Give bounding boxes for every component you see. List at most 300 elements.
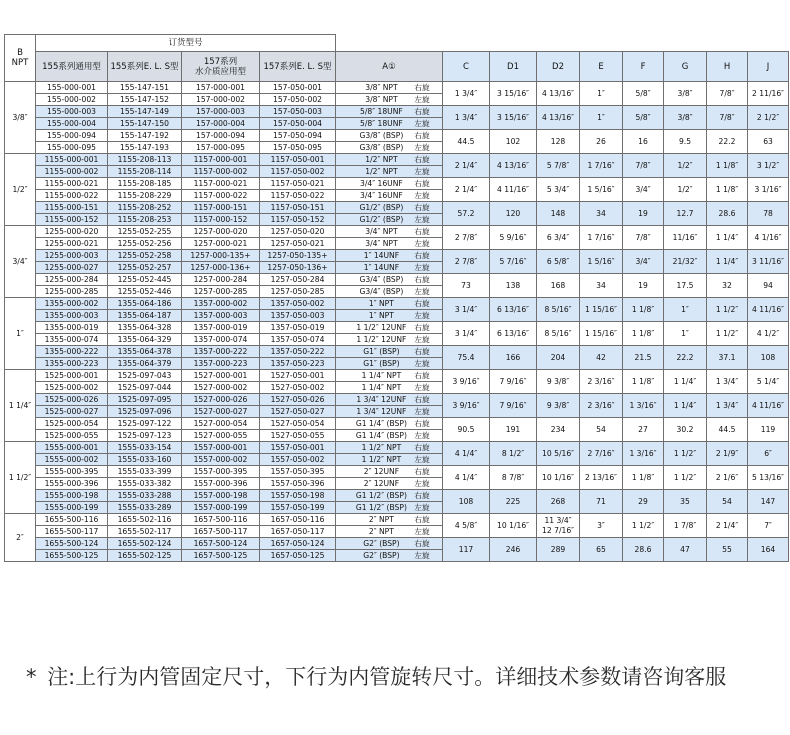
model-157-water: 1357-000-223 <box>182 358 260 370</box>
spec-table-container <box>4 34 788 562</box>
dimension-value: 1 7/16″ <box>580 154 623 178</box>
thread-spec <box>336 298 443 310</box>
table-row <box>5 346 789 358</box>
dimension-value: 3 1/16″ <box>748 178 789 202</box>
dimension-value: 1 5/16″ <box>580 178 623 202</box>
dimension-value: 28.6 <box>623 538 664 562</box>
model-155-general: 1155-000-022 <box>36 190 108 202</box>
thread-direction: 右旋 <box>414 251 430 260</box>
model-155-general: 155-000-002 <box>36 94 108 106</box>
dimension-value: 2 1/2″ <box>748 106 789 130</box>
thread-direction: 左旋 <box>414 383 430 392</box>
thread-direction: 左旋 <box>414 527 430 536</box>
thread-size: 3/4″ NPT <box>365 239 398 248</box>
dimension-value: 9.5 <box>664 130 707 154</box>
dimension-value: 4 5/8″ <box>443 514 490 538</box>
thread-size: 3/4″ NPT <box>365 227 398 236</box>
model-157-els: 1157-050-022 <box>260 190 336 202</box>
thread-spec <box>336 166 443 178</box>
thread-size: 1 1/4″ NPT <box>361 371 402 380</box>
dimension-value: 289 <box>537 538 580 562</box>
dimension-value: 9 3/8″ <box>537 370 580 394</box>
model-155-els: 1255-052-257 <box>108 262 182 274</box>
model-157-water: 1357-000-222 <box>182 346 260 358</box>
model-157-water: 157-000-095 <box>182 142 260 154</box>
model-155-els: 1355-064-379 <box>108 358 182 370</box>
dimension-value: 148 <box>537 202 580 226</box>
dimension-value: 168 <box>537 274 580 298</box>
dimension-value: 5 7/16″ <box>490 250 537 274</box>
header-dim-g: G <box>664 52 707 82</box>
model-157-water: 1527-000-054 <box>182 418 260 430</box>
dimension-value: 191 <box>490 418 537 442</box>
model-157-water: 1157-000-001 <box>182 154 260 166</box>
model-155-els: 1255-052-258 <box>108 250 182 262</box>
model-157-els: 1357-050-222 <box>260 346 336 358</box>
thread-direction: 右旋 <box>414 443 430 452</box>
model-155-els: 1655-502-117 <box>108 526 182 538</box>
dimension-value: 12.7 <box>664 202 707 226</box>
model-155-els: 1355-064-186 <box>108 298 182 310</box>
thread-direction: 右旋 <box>414 395 430 404</box>
dimension-value: 1 15/16″ <box>580 322 623 346</box>
thread-spec <box>336 490 443 502</box>
dimension-value: 8 7/8″ <box>490 466 537 490</box>
model-155-general: 1525-000-001 <box>36 370 108 382</box>
table-row <box>5 538 789 550</box>
thread-spec <box>336 382 443 394</box>
thread-spec <box>336 190 443 202</box>
thread-size: 3/4″ 16UNF <box>360 191 403 200</box>
model-155-general: 1525-000-027 <box>36 406 108 418</box>
dimension-value: 35 <box>664 490 707 514</box>
model-155-els: 1655-502-116 <box>108 514 182 526</box>
model-157-els: 1357-050-002 <box>260 298 336 310</box>
model-157-els: 1357-050-019 <box>260 322 336 334</box>
model-155-general: 1555-000-002 <box>36 454 108 466</box>
model-155-general: 1355-000-074 <box>36 334 108 346</box>
dimension-value: 8 1/2″ <box>490 442 537 466</box>
model-157-water: 1257-000-285 <box>182 286 260 298</box>
thread-size: G2″ (BSP) <box>363 539 400 548</box>
dimension-value: 2 3/16″ <box>580 370 623 394</box>
model-155-els: 1655-502-124 <box>108 538 182 550</box>
model-157-els: 1527-050-055 <box>260 430 336 442</box>
model-157-water: 1257-000-020 <box>182 226 260 238</box>
model-157-els: 1557-050-002 <box>260 454 336 466</box>
model-155-general: 155-000-095 <box>36 142 108 154</box>
thread-size: G3/4″ (BSP) <box>359 287 404 296</box>
model-157-water: 1527-000-027 <box>182 406 260 418</box>
npt-size: 3/8″ <box>5 82 36 154</box>
dimension-value: 5 3/4″ <box>537 178 580 202</box>
thread-size: 1″ NPT <box>368 299 394 308</box>
model-155-general: 1255-000-284 <box>36 274 108 286</box>
model-155-general: 1555-000-001 <box>36 442 108 454</box>
spec-table-body <box>5 82 789 562</box>
model-155-general: 1655-500-116 <box>36 514 108 526</box>
dimension-value: 108 <box>443 490 490 514</box>
model-157-water: 1657-500-125 <box>182 550 260 562</box>
dimension-value: 1 1/4″ <box>664 394 707 418</box>
thread-direction: 左旋 <box>414 239 430 248</box>
dimension-value: 47 <box>664 538 707 562</box>
dimension-value: 1 1/2″ <box>707 322 748 346</box>
model-157-water: 1157-000-002 <box>182 166 260 178</box>
model-157-els: 1557-050-396 <box>260 478 336 490</box>
dimension-value: 2 1/6″ <box>707 466 748 490</box>
model-157-water: 157-000-001 <box>182 82 260 94</box>
thread-direction: 右旋 <box>414 419 430 428</box>
thread-direction: 右旋 <box>414 539 430 548</box>
dimension-value: 4 11/16″ <box>748 298 789 322</box>
npt-size: 1/2″ <box>5 154 36 226</box>
dimension-value: 147 <box>748 490 789 514</box>
dimension-value: 3 1/4″ <box>443 298 490 322</box>
dimension-value: 3″ <box>580 514 623 538</box>
table-row <box>5 466 789 478</box>
dimension-value: 120 <box>490 202 537 226</box>
dimension-value: 5/8″ <box>623 82 664 106</box>
header-a: A① <box>336 52 443 82</box>
thread-spec <box>336 514 443 526</box>
thread-spec <box>336 406 443 418</box>
model-157-els: 1657-050-116 <box>260 514 336 526</box>
dimension-value: 2 7/8″ <box>443 250 490 274</box>
dimension-value: 1 1/8″ <box>707 178 748 202</box>
dimension-value: 11/16″ <box>664 226 707 250</box>
header-155-els: 155系列E. L. S型 <box>108 52 182 82</box>
model-155-els: 1525-097-095 <box>108 394 182 406</box>
model-157-water: 1557-000-001 <box>182 442 260 454</box>
model-157-water: 157-000-002 <box>182 94 260 106</box>
header-dim-f: F <box>623 52 664 82</box>
model-157-els: 1557-050-198 <box>260 490 336 502</box>
dimension-value: 55 <box>707 538 748 562</box>
dimension-value: 1 7/8″ <box>664 514 707 538</box>
table-row <box>5 154 789 166</box>
thread-size: 5/8″ 18UNF <box>360 119 403 128</box>
model-157-water: 1357-000-074 <box>182 334 260 346</box>
model-155-els: 1355-064-328 <box>108 322 182 334</box>
header-dim-c: C <box>443 52 490 82</box>
model-157-els: 1257-050-136+ <box>260 262 336 274</box>
dimension-value: 4 1/4″ <box>443 442 490 466</box>
dimension-value: 6 13/16″ <box>490 322 537 346</box>
dimension-value: 3/4″ <box>623 178 664 202</box>
model-157-water: 1527-000-002 <box>182 382 260 394</box>
model-155-general: 1655-500-125 <box>36 550 108 562</box>
model-157-water: 1257-000-021 <box>182 238 260 250</box>
thread-size: 5/8″ 18UNF <box>360 107 403 116</box>
thread-size: 3/8″ NPT <box>365 95 398 104</box>
model-157-els: 1527-050-001 <box>260 370 336 382</box>
table-row <box>5 106 789 118</box>
model-157-els: 1657-050-124 <box>260 538 336 550</box>
thread-size: 3/8″ NPT <box>365 83 398 92</box>
model-157-water: 1257-000-135+ <box>182 250 260 262</box>
thread-size: G3/8″ (BSP) <box>359 131 404 140</box>
thread-direction: 左旋 <box>414 479 430 488</box>
thread-direction: 右旋 <box>414 323 430 332</box>
model-155-els: 1655-502-125 <box>108 550 182 562</box>
thread-size: 2″ 12UNF <box>363 479 400 488</box>
dimension-value: 7 9/16″ <box>490 370 537 394</box>
model-157-water: 1257-000-284 <box>182 274 260 286</box>
thread-direction: 左旋 <box>414 119 430 128</box>
model-155-els: 1155-208-114 <box>108 166 182 178</box>
header-dim-e: E <box>580 52 623 82</box>
dimension-value: 63 <box>748 130 789 154</box>
thread-spec <box>336 418 443 430</box>
dimension-value: 4 13/16″ <box>537 82 580 106</box>
dimension-value: 1″ <box>664 322 707 346</box>
model-157-water: 1657-500-117 <box>182 526 260 538</box>
thread-direction: 左旋 <box>414 503 430 512</box>
model-155-general: 1255-000-020 <box>36 226 108 238</box>
dimension-value: 75.4 <box>443 346 490 370</box>
dimension-value: 117 <box>443 538 490 562</box>
thread-size: 1 3/4″ 12UNF <box>356 395 407 404</box>
model-155-general: 1255-000-003 <box>36 250 108 262</box>
dimension-value: 4 11/16″ <box>748 394 789 418</box>
dimension-value: 10 1/16″ <box>490 514 537 538</box>
dimension-value: 10 1/16″ <box>537 466 580 490</box>
model-157-els: 157-050-001 <box>260 82 336 94</box>
dimension-value: 65 <box>580 538 623 562</box>
thread-size: 2″ NPT <box>368 527 394 536</box>
model-155-general: 155-000-094 <box>36 130 108 142</box>
table-row <box>5 418 789 430</box>
thread-size: G1″ (BSP) <box>363 347 400 356</box>
table-row <box>5 298 789 310</box>
dimension-value: 2 1/4″ <box>707 514 748 538</box>
npt-size: 3/4″ <box>5 226 36 298</box>
model-157-els: 1357-050-003 <box>260 310 336 322</box>
thread-spec <box>336 502 443 514</box>
dimension-value: 204 <box>537 346 580 370</box>
header-157-water: 157系列 水介质应用型 <box>182 52 260 82</box>
thread-spec <box>336 394 443 406</box>
thread-direction: 右旋 <box>414 227 430 236</box>
table-row <box>5 250 789 262</box>
thread-direction: 右旋 <box>414 83 430 92</box>
model-155-els: 155-147-150 <box>108 118 182 130</box>
model-155-els: 1555-033-160 <box>108 454 182 466</box>
model-157-els: 157-050-002 <box>260 94 336 106</box>
thread-size: G1 1/2″ (BSP) <box>355 491 407 500</box>
dimension-value: 5/8″ <box>623 106 664 130</box>
dimension-value: 5 9/16″ <box>490 226 537 250</box>
dimension-value: 225 <box>490 490 537 514</box>
table-row <box>5 178 789 190</box>
dimension-value: 1/2″ <box>664 178 707 202</box>
model-155-general: 155-000-001 <box>36 82 108 94</box>
dimension-value: 1 1/8″ <box>623 466 664 490</box>
dimension-value: 7/8″ <box>623 226 664 250</box>
model-155-general: 1525-000-026 <box>36 394 108 406</box>
thread-direction: 右旋 <box>414 467 430 476</box>
dimension-value: 6 5/8″ <box>537 250 580 274</box>
dimension-value: 166 <box>490 346 537 370</box>
table-row <box>5 202 789 214</box>
header-157-els: 157系列E. L. S型 <box>260 52 336 82</box>
dimension-value: 2 1/9″ <box>707 442 748 466</box>
thread-size: 1 1/2″ 12UNF <box>356 335 407 344</box>
model-157-water: 1657-500-116 <box>182 514 260 526</box>
model-157-els: 1527-050-054 <box>260 418 336 430</box>
thread-size: 1/2″ NPT <box>365 155 398 164</box>
dimension-value: 30.2 <box>664 418 707 442</box>
model-157-water: 1557-000-199 <box>182 502 260 514</box>
thread-spec <box>336 358 443 370</box>
dimension-value: 3/8″ <box>664 82 707 106</box>
model-155-general: 1655-500-117 <box>36 526 108 538</box>
npt-size: 1″ <box>5 298 36 370</box>
thread-spec <box>336 526 443 538</box>
dimension-value: 1″ <box>580 106 623 130</box>
model-157-els: 1157-050-001 <box>260 154 336 166</box>
model-157-els: 1157-050-151 <box>260 202 336 214</box>
model-155-els: 1525-097-122 <box>108 418 182 430</box>
dimension-value: 4 13/16″ <box>537 106 580 130</box>
dimension-value: 3 9/16″ <box>443 394 490 418</box>
dimension-value: 1 5/16″ <box>580 250 623 274</box>
dimension-value: 7″ <box>748 514 789 538</box>
header-dim-h: H <box>707 52 748 82</box>
dimension-value: 44.5 <box>443 130 490 154</box>
thread-size: G1/2″ (BSP) <box>359 215 404 224</box>
thread-spec <box>336 106 443 118</box>
dimension-value: 1″ <box>580 82 623 106</box>
thread-spec <box>336 478 443 490</box>
dimension-value: 94 <box>748 274 789 298</box>
model-157-els: 1157-050-021 <box>260 178 336 190</box>
dimension-value: 4 11/16″ <box>490 178 537 202</box>
model-157-els: 1527-050-002 <box>260 382 336 394</box>
footnote-text: 注:上行为内管固定尺寸，下行为内管旋转尺寸。详细技术参数请咨询客服 <box>47 665 727 689</box>
model-155-els: 1155-208-113 <box>108 154 182 166</box>
thread-spec <box>336 370 443 382</box>
model-155-els: 1255-052-255 <box>108 226 182 238</box>
model-155-general: 1155-000-151 <box>36 202 108 214</box>
model-155-general: 1555-000-198 <box>36 490 108 502</box>
dimension-value: 128 <box>537 130 580 154</box>
model-157-els: 1257-050-135+ <box>260 250 336 262</box>
model-155-els: 155-147-193 <box>108 142 182 154</box>
dimension-value: 1 3/16″ <box>623 442 664 466</box>
thread-direction: 右旋 <box>414 299 430 308</box>
dimension-value: 3 15/16″ <box>490 82 537 106</box>
model-157-els: 1257-050-285 <box>260 286 336 298</box>
thread-direction: 右旋 <box>414 347 430 356</box>
thread-spec <box>336 130 443 142</box>
model-157-water: 1557-000-396 <box>182 478 260 490</box>
model-155-general: 1555-000-199 <box>36 502 108 514</box>
model-157-els: 157-050-004 <box>260 118 336 130</box>
header-order-model: 订货型号 <box>36 35 336 52</box>
thread-direction: 左旋 <box>414 143 430 152</box>
dimension-value: 7/8″ <box>623 154 664 178</box>
dimension-value: 3 1/4″ <box>443 322 490 346</box>
model-155-general: 1255-000-021 <box>36 238 108 250</box>
model-155-general: 1155-000-021 <box>36 178 108 190</box>
model-155-els: 1255-052-446 <box>108 286 182 298</box>
dimension-value: 2 1/4″ <box>443 178 490 202</box>
dimension-value: 9 3/8″ <box>537 394 580 418</box>
model-157-els: 1657-050-125 <box>260 550 336 562</box>
thread-spec <box>336 226 443 238</box>
dimension-value: 4 1/4″ <box>443 466 490 490</box>
thread-spec <box>336 346 443 358</box>
model-157-els: 1557-050-001 <box>260 442 336 454</box>
model-157-els: 157-050-094 <box>260 130 336 142</box>
thread-direction: 左旋 <box>414 407 430 416</box>
model-155-general: 1355-000-019 <box>36 322 108 334</box>
thread-direction: 左旋 <box>414 215 430 224</box>
dimension-value: 71 <box>580 490 623 514</box>
dimension-value: 78 <box>748 202 789 226</box>
dimension-value: 2 7/16″ <box>580 442 623 466</box>
table-row <box>5 514 789 526</box>
dimension-value: 34 <box>580 202 623 226</box>
thread-spec <box>336 214 443 226</box>
thread-spec <box>336 274 443 286</box>
model-157-water: 1157-000-151 <box>182 202 260 214</box>
thread-direction: 右旋 <box>414 203 430 212</box>
model-157-water: 1557-000-002 <box>182 454 260 466</box>
thread-size: 1 1/2″ NPT <box>361 455 402 464</box>
dimension-value: 1 1/2″ <box>664 442 707 466</box>
dimension-value: 37.1 <box>707 346 748 370</box>
dimension-value: 8 5/16″ <box>537 322 580 346</box>
thread-size: 1″ NPT <box>368 311 394 320</box>
dimension-value: 3 9/16″ <box>443 370 490 394</box>
dimension-value: 102 <box>490 130 537 154</box>
thread-direction: 右旋 <box>414 515 430 524</box>
thread-spec <box>336 238 443 250</box>
thread-direction: 左旋 <box>414 359 430 368</box>
dimension-value: 5 1/4″ <box>748 370 789 394</box>
model-155-els: 1355-064-378 <box>108 346 182 358</box>
header-155-general: 155系列通用型 <box>36 52 108 82</box>
model-157-els: 1357-050-074 <box>260 334 336 346</box>
npt-size: 1 1/4″ <box>5 370 36 442</box>
dimension-value: 34 <box>580 274 623 298</box>
thread-spec <box>336 142 443 154</box>
dimension-value: 1 7/16″ <box>580 226 623 250</box>
model-155-els: 1255-052-256 <box>108 238 182 250</box>
thread-size: 1″ 14UNF <box>363 251 400 260</box>
thread-spec <box>336 538 443 550</box>
thread-direction: 左旋 <box>414 191 430 200</box>
model-155-els: 1555-033-382 <box>108 478 182 490</box>
dimension-value: 2 11/16″ <box>748 82 789 106</box>
table-row <box>5 322 789 334</box>
thread-direction: 左旋 <box>414 167 430 176</box>
model-155-els: 1555-033-288 <box>108 490 182 502</box>
model-155-els: 155-147-152 <box>108 94 182 106</box>
thread-direction: 右旋 <box>414 179 430 188</box>
model-157-water: 157-000-003 <box>182 106 260 118</box>
thread-spec <box>336 154 443 166</box>
table-row <box>5 442 789 454</box>
model-155-els: 1525-097-096 <box>108 406 182 418</box>
thread-spec <box>336 82 443 94</box>
model-155-els: 1525-097-043 <box>108 370 182 382</box>
thread-size: G1/2″ (BSP) <box>359 203 404 212</box>
model-157-water: 1157-000-152 <box>182 214 260 226</box>
